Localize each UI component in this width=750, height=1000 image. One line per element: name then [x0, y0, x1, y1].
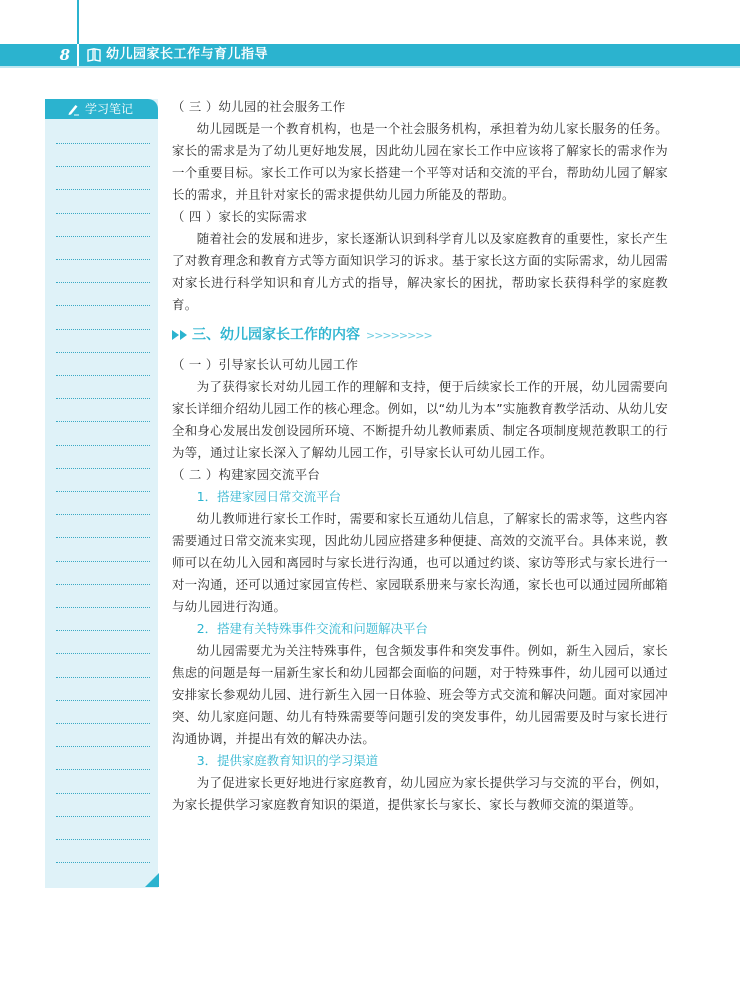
paragraph-learning-channels: 为了促进家长更好地进行家庭教育，幼儿园应为家长提供学习与交流的平台，例如，为家长提供学习家庭教育知识的渠道，提供家长与家长、家长与教师交流的渠道等。 [172, 775, 668, 812]
subheading-parent-needs: （ 四 ）家长的实际需求 [172, 209, 308, 224]
section-heading [172, 320, 668, 350]
header-underline [0, 66, 740, 68]
subheading-guide-parents: （ 一 ）引导家长认可幼儿园工作 [172, 357, 359, 372]
note-line [56, 607, 150, 608]
paragraph-social-service: 幼儿园既是一个教育机构，也是一个社会服务机构，承担着为幼儿家长服务的任务。家长的需求是为了幼儿更好地发展，因此幼儿园在家长工作中应该将了解家长的需求作为一个重要目标。家长工作可以为家长搭建一个平等对话和交流的平台，帮助幼儿园了解家长的需求，并且针对家长的需求提供幼儿园力所能及的帮助。 [172, 121, 668, 202]
note-line [56, 723, 150, 724]
note-line [56, 862, 150, 863]
note-line [56, 213, 150, 214]
study-notes-header [45, 99, 158, 119]
study-notes-column [45, 99, 158, 888]
note-line [56, 166, 150, 167]
item-heading-special-events: 2．搭建有关特殊事件交流和问题解决平台 [196, 621, 428, 636]
note-line [56, 236, 150, 237]
book-title: 幼儿园家长工作与育儿指导 [106, 47, 269, 62]
corner-triangle-icon [145, 873, 159, 887]
note-line [56, 769, 150, 770]
note-line [56, 421, 150, 422]
note-line [56, 514, 150, 515]
item-heading-daily-platform: 1．搭建家园日常交流平台 [196, 489, 341, 504]
note-line [56, 375, 150, 376]
section-chevrons: >>>>>>>> [366, 329, 432, 342]
note-line [56, 816, 150, 817]
note-line [56, 630, 150, 631]
note-line [56, 491, 150, 492]
note-line [56, 352, 150, 353]
note-line [56, 677, 150, 678]
note-line [56, 793, 150, 794]
item-heading-learning-channels: 3．提供家庭教育知识的学习渠道 [196, 753, 379, 768]
note-line [56, 653, 150, 654]
subheading-communication-platform: （ 二 ）构建家园交流平台 [172, 467, 321, 482]
subheading-social-service: （ 三 ）幼儿园的社会服务工作 [172, 99, 346, 114]
note-line [56, 537, 150, 538]
note-line [56, 746, 150, 747]
note-line [56, 445, 150, 446]
note-line [56, 282, 150, 283]
note-line [56, 468, 150, 469]
paragraph-special-events: 幼儿园需要尤为关注特殊事件，包含频发事件和突发事件。例如，新生入园后，家长焦虑的问题是每一届新生家长和幼儿园都会面临的问题，对于特殊事件，幼儿园可以通过安排家长参观幼儿园、进行新生入园一日体验、班会等方式交流和解决问题。面对家园冲突、幼儿家庭问题、幼儿有特殊需要等问题引发的突发事件，幼儿园需要及时与家长进行沟通协调，并提出有效的解决办法。 [172, 643, 668, 746]
page-number: 8 [59, 46, 70, 64]
note-line [56, 143, 150, 144]
note-line [56, 561, 150, 562]
note-line [56, 398, 150, 399]
paragraph-daily-platform: 幼儿教师进行家长工作时，需要和家长互通幼儿信息，了解家长的需求等，这些内容需要通过日常交流来实现，因此幼儿园应搭建多种便捷、高效的交流平台。具体来说，教师可以在幼儿入园和离园时与家长进行沟通，也可以通过约谈、家访等形式与家长进行一对一沟通，还可以通过家园宣传栏、家园联系册来与家长沟通，家长也可以通过园所邮箱与幼儿园进行沟通。 [172, 511, 668, 614]
note-line [56, 700, 150, 701]
book-icon [86, 47, 102, 63]
double-arrow-icon [172, 330, 190, 340]
header-top-rule [77, 0, 79, 44]
pen-icon [66, 102, 80, 116]
note-line [56, 189, 150, 190]
note-line [56, 839, 150, 840]
note-line [56, 259, 150, 260]
header-divider [77, 44, 79, 66]
study-notes-label: 学习笔记 [85, 102, 134, 116]
paragraph-parent-needs: 随着社会的发展和进步，家长逐渐认识到科学育儿以及家庭教育的重要性，家长产生了对教育理念和教育方式等方面知识学习的诉求。基于家长这方面的实际需求，幼儿园需对家长进行科学知识和育儿方式的指导，解决家长的困扰，帮助家长获得科学的家庭教育。 [172, 231, 668, 312]
note-line [56, 584, 150, 585]
note-line [56, 305, 150, 306]
paragraph-guide-parents: 为了获得家长对幼儿园工作的理解和支持，便于后续家长工作的开展，幼儿园需要向家长详细介绍幼儿园工作的核心理念。例如，以“幼儿为本”实施教育教学活动、从幼儿安全和身心发展出发创设园所环境、不断提升幼儿教师素质、制定各项制度规范教职工的行为等，通过让家长深入了解幼儿园工作，引导家长认可幼儿园工作。 [172, 379, 668, 460]
note-line [56, 329, 150, 330]
main-content [172, 96, 668, 816]
section-title: 三、幼儿园家长工作的内容 [192, 327, 360, 343]
